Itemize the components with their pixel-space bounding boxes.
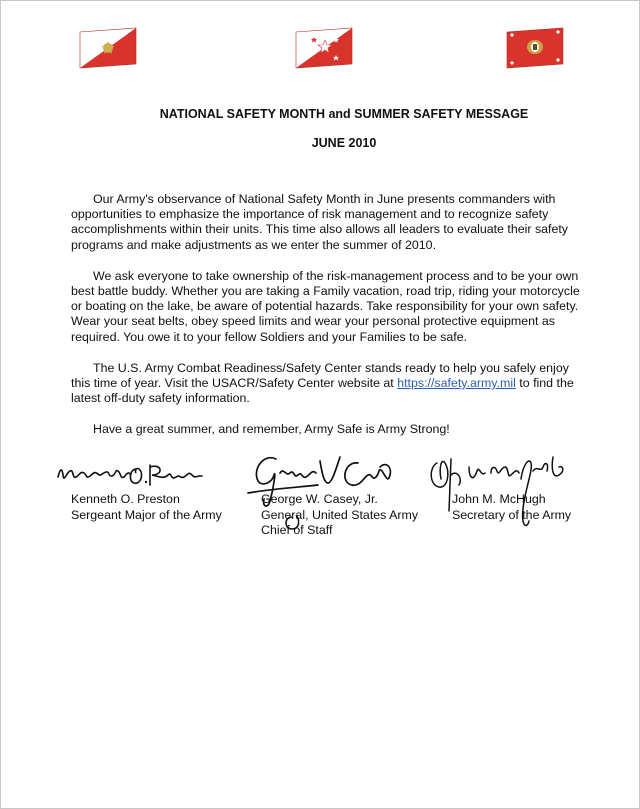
signer-name: Kenneth O. Preston [71, 492, 180, 506]
signature-block-casey [240, 455, 430, 555]
paragraph-ownership: We ask everyone to take ownership of the risk-management process and to be your own best battle buddy. Whether you are taking a Family vacation, road trip, riding your motorcycle or boating on the lake, be aware of potential hazards. Take responsibility for your own safety. Wear your seat belts, obey speed limits and wear your personal protective equipment as required. You owe it to your fellow Soldiers and your Families to be safe. [71, 268, 580, 344]
date-text: JUNE 2010 [311, 136, 377, 150]
signature-block-preston [52, 455, 232, 555]
paragraph-safety-center-text-1: The U.S. Army Combat Readiness/Safety Center stands ready to help you safely enjoy this time of year. Visit the USACR/Safety Center website at [71, 360, 569, 391]
signer-name: John M. McHugh [452, 492, 546, 506]
signature-text-preston [71, 492, 222, 523]
signature-text-casey [261, 492, 418, 539]
paragraph-safety-center-text-2: to find the latest off-duty safety information. [71, 376, 574, 406]
paragraph-observance: Our Army's observance of National Safety Month in June presents commanders with opportunities to emphasize the importance of risk management and to recognize safety accomplishments within their units. This time also allows all leaders to evaluate their safety programs and make adjustments as we enter the summer of 2010. [71, 192, 568, 252]
signer-title: Secretary of the Army [452, 507, 572, 522]
signature-block-mchugh [425, 455, 595, 555]
title-text: NATIONAL SAFETY MONTH and SUMMER SAFETY MESSAGE [159, 107, 529, 121]
signer-title: General, United States Army [261, 507, 419, 522]
signature-preston [52, 455, 222, 495]
page-title [24, 107, 640, 121]
secretary-of-the-army-flag-icon [503, 26, 567, 70]
signer-title-2: Chief of Staff [261, 523, 333, 537]
paragraph-safety-center [71, 361, 591, 407]
page-date [24, 136, 640, 150]
signer-title: Sergeant Major of the Army [71, 507, 222, 522]
safety-center-link[interactable]: https://safety.army.mil [397, 376, 516, 391]
sergeant-major-flag-icon [76, 26, 140, 70]
signature-text-mchugh [452, 492, 571, 523]
paragraph-closing: Have a great summer, and remember, Army Safe is Army Strong! [93, 422, 450, 437]
message-body [71, 192, 591, 454]
signer-name: George W. Casey, Jr. [261, 492, 378, 506]
chief-of-staff-flag-icon [292, 26, 356, 70]
